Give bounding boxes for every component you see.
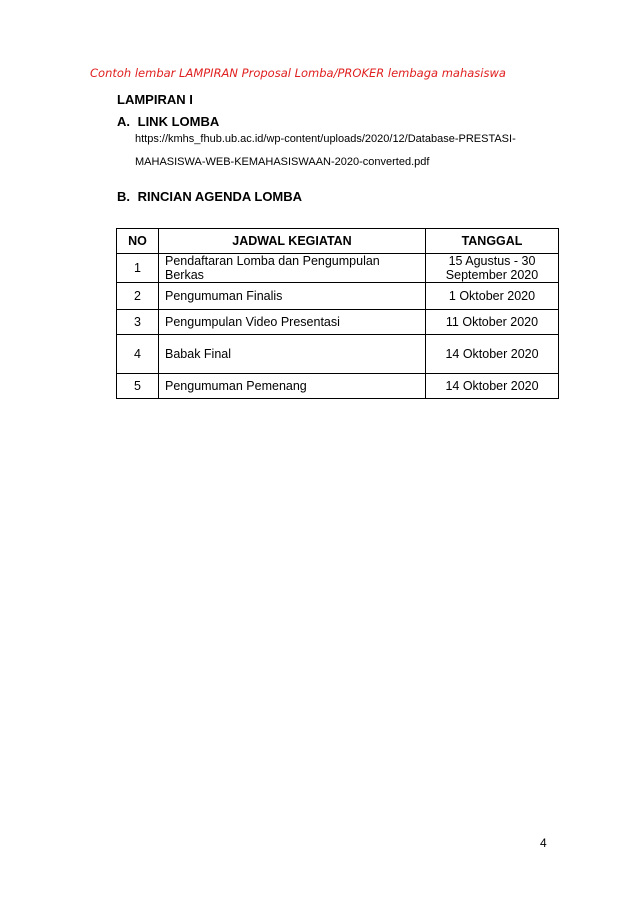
agenda-table bbox=[116, 228, 559, 399]
cell-tanggal: 11 Oktober 2020 bbox=[426, 310, 559, 335]
cell-tanggal: 14 Oktober 2020 bbox=[426, 374, 559, 399]
header-no: NO bbox=[117, 229, 159, 254]
cell-tanggal: 1 Oktober 2020 bbox=[426, 283, 559, 310]
cell-no: 2 bbox=[117, 283, 159, 310]
page-number: 4 bbox=[540, 836, 547, 850]
cell-no: 5 bbox=[117, 374, 159, 399]
table-row bbox=[117, 283, 559, 310]
header-note: Contoh lembar LAMPIRAN Proposal Lomba/PROKER lembaga mahasiswa bbox=[90, 66, 506, 80]
cell-kegiatan: Pengumpulan Video Presentasi bbox=[159, 310, 426, 335]
document-title: LAMPIRAN I bbox=[117, 92, 193, 107]
cell-kegiatan: Pendaftaran Lomba dan Pengumpulan Berkas bbox=[159, 254, 426, 283]
cell-kegiatan: Pengumuman Pemenang bbox=[159, 374, 426, 399]
table-row bbox=[117, 310, 559, 335]
section-b-heading bbox=[117, 189, 302, 204]
table-header-row bbox=[117, 229, 559, 254]
cell-no: 4 bbox=[117, 335, 159, 374]
section-b-label: RINCIAN AGENDA LOMBA bbox=[137, 189, 303, 204]
cell-kegiatan: Pengumuman Finalis bbox=[159, 283, 426, 310]
table-row bbox=[117, 335, 559, 374]
cell-tanggal-line-2: September 2020 bbox=[445, 268, 539, 282]
section-b-number: B. bbox=[117, 189, 130, 204]
section-a-number: A. bbox=[117, 114, 130, 129]
cell-tanggal-line-1: 15 Agustus - 30 bbox=[448, 254, 536, 268]
header-kegiatan: JADWAL KEGIATAN bbox=[159, 229, 426, 254]
cell-no: 1 bbox=[117, 254, 159, 283]
table-row bbox=[117, 254, 559, 283]
competition-link-line-2[interactable]: MAHASISWA-WEB-KEMAHASISWAAN-2020-converted.pdf bbox=[135, 156, 430, 168]
cell-tanggal: 14 Oktober 2020 bbox=[426, 335, 559, 374]
cell-kegiatan: Babak Final bbox=[159, 335, 426, 374]
header-tanggal: TANGGAL bbox=[426, 229, 559, 254]
competition-link-line-1[interactable]: https://kmhs_fhub.ub.ac.id/wp-content/uploads/2020/12/Database-PRESTASI- bbox=[135, 133, 516, 145]
cell-no: 3 bbox=[117, 310, 159, 335]
cell-tanggal bbox=[426, 254, 559, 283]
section-a-heading bbox=[117, 114, 219, 129]
table-row bbox=[117, 374, 559, 399]
section-a-label: LINK LOMBA bbox=[137, 114, 220, 129]
